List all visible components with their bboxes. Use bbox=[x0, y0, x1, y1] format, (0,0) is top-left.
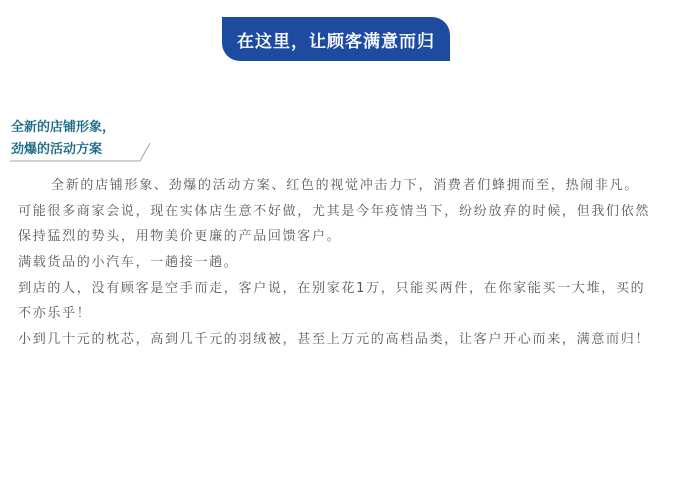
paragraph-2: 可能很多商家会说，现在实体店生意不好做，尤其是今年疫情当下，纷纷放弃的时候，但我们依然保持猛烈的势头，用物美价更廉的产品回馈客户。 bbox=[18, 204, 651, 244]
paragraph-5: 小到几十元的枕芯，高到几千元的羽绒被，甚至上万元的高档品类，让客户开心而来，满意而归！ bbox=[18, 332, 651, 347]
article-body bbox=[18, 173, 658, 353]
paragraph-1: 全新的店铺形象、劲爆的活动方案、红色的视觉冲击力下，消费者们蜂拥而至，热闹非凡。 bbox=[51, 178, 640, 193]
section-heading bbox=[11, 117, 115, 161]
section-heading-line2: 劲爆的活动方案 bbox=[11, 142, 103, 157]
section-heading-line1: 全新的店铺形象， bbox=[11, 120, 116, 135]
paragraph-4: 到店的人，没有顾客是空手而走，客户说，在别家花1万，只能买两件，在你家能买一大堆，买的不亦乐乎！ bbox=[18, 281, 646, 321]
paragraph-3: 满载货品的小汽车，一趟接一趟。 bbox=[18, 255, 239, 270]
banner-title: 在这里，让顾客满意而归 bbox=[237, 31, 435, 52]
